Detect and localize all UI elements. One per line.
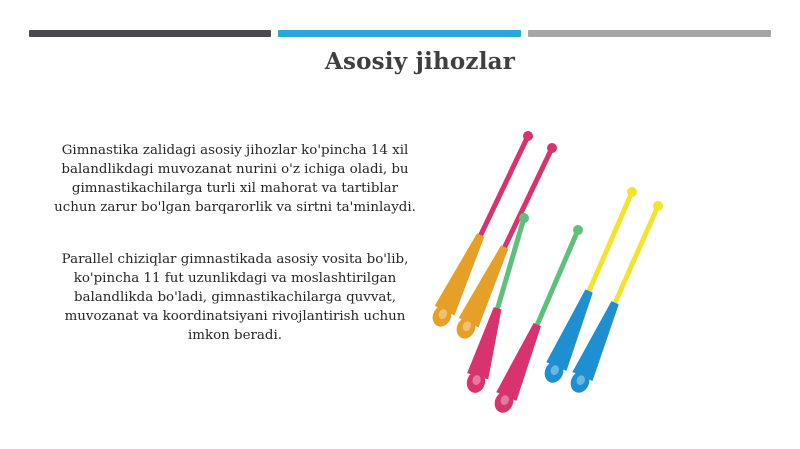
paragraph-equipment: Gimnastika zalidagi asosiy jihozlar ko'pincha 14 xil balandlikdagi muvozanat nurini o'z ichiga oladi, bu gimnastikachilarga turli xil mahorat va tartiblar uchun zarur bo'lgan barqarorlik va sirtni ta'minlaydi.: [54, 143, 416, 215]
accent-bar-left: [29, 30, 271, 37]
accent-bar-right: [528, 30, 771, 37]
accent-bar-center: [278, 30, 521, 37]
gymnastics-clubs-image: [420, 120, 680, 430]
paragraph-parallel-bars: Parallel chiziqlar gimnastikada asosiy vosita bo'lib, ko'pincha 11 fut uzunlikdagi va moslashtirilgan balandlikda bo'ladi, gimnastikachilarga quvvat, muvozanat va koordinatsiyani rivojlantirish uchun imkon beradi.: [61, 252, 409, 343]
slide-title: Asosiy jihozlar: [324, 48, 516, 75]
